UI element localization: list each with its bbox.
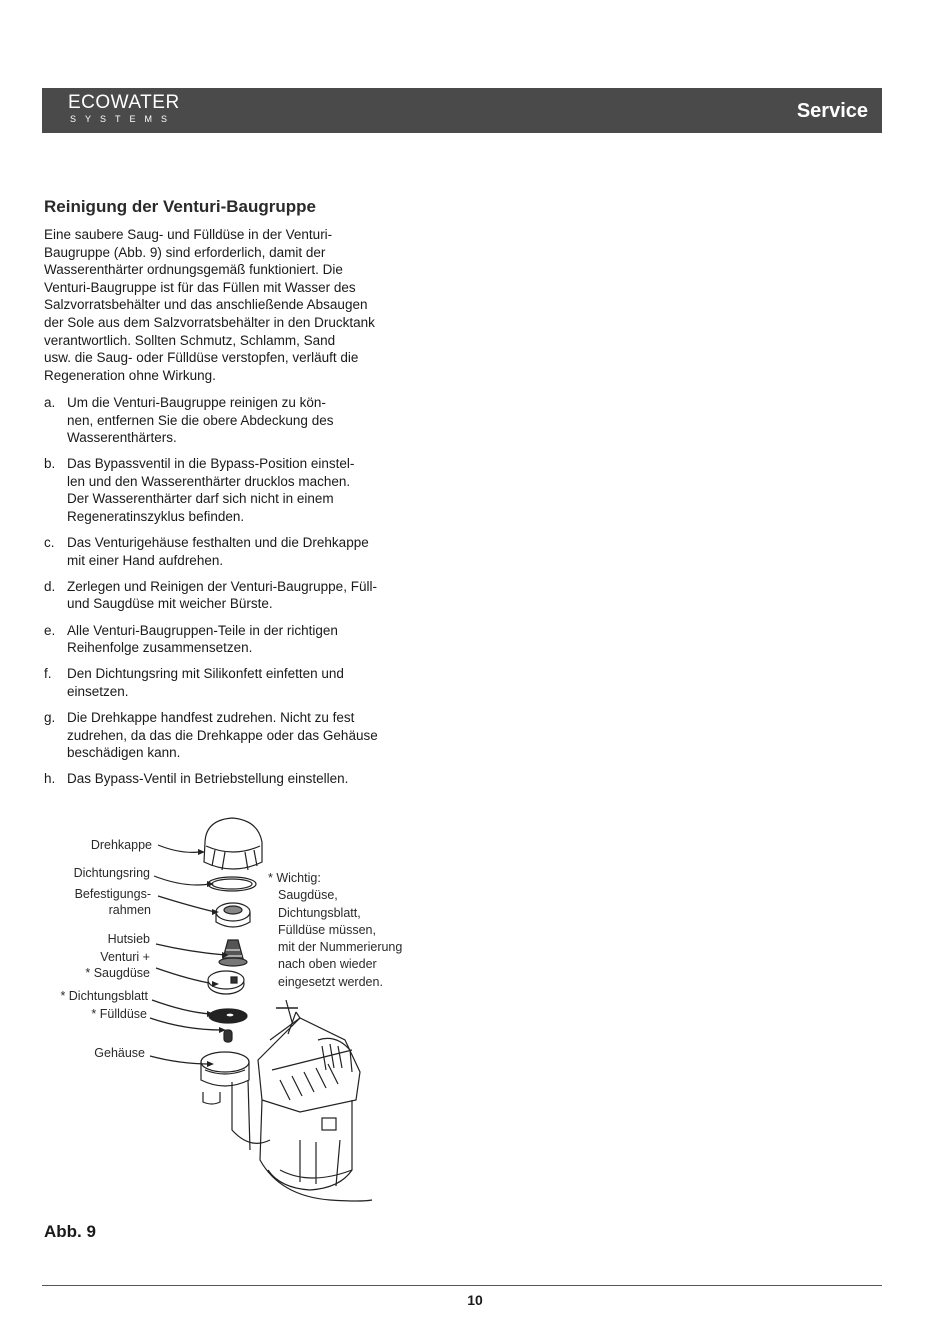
note-line: mit der Nummerierung xyxy=(278,940,403,955)
note-line: Dichtungsblatt, xyxy=(278,905,361,920)
header-bar xyxy=(42,88,882,133)
step-line: Reihenfolge zusammensetzen. xyxy=(67,640,253,656)
step-letter: e. xyxy=(44,622,56,638)
label-fuellduese: * Fülldüse xyxy=(91,1007,147,1021)
step-line: len und den Wasserenthärter drucklos machen. xyxy=(67,473,351,489)
label-line: rahmen xyxy=(108,903,151,917)
step-letter: a. xyxy=(44,395,56,410)
label-befestigungsrahmen xyxy=(75,886,151,918)
intro-line: Venturi-Baugruppe ist für das Füllen mit Wasser des xyxy=(44,279,356,295)
intro-line: Baugruppe (Abb. 9) sind erforderlich, damit der xyxy=(44,244,326,260)
step-line: Zerlegen und Reinigen der Venturi-Baugruppe, Füll- xyxy=(67,578,377,594)
label-gehaeuse: Gehäuse xyxy=(94,1046,145,1060)
step-line: zudrehen, da das die Drehkappe oder das Gehäuse xyxy=(67,727,378,743)
step-line: Das Bypass-Ventil in Betriebstellung einstellen. xyxy=(67,771,349,787)
step-item xyxy=(44,665,444,700)
label-line: * Saugdüse xyxy=(85,966,150,980)
note-line: nach oben wieder xyxy=(278,957,377,972)
footer-divider xyxy=(42,1285,882,1286)
step-line: einsetzen. xyxy=(67,683,129,699)
section-title: Reinigung der Venturi-Baugruppe xyxy=(44,197,317,216)
important-note xyxy=(268,870,438,991)
intro-line: der Sole aus dem Salzvorratsbehälter in den Drucktank xyxy=(44,314,375,330)
step-line: Den Dichtungsring mit Silikonfett einfetten und xyxy=(67,666,344,682)
step-item xyxy=(44,709,444,762)
label-drehkappe: Drehkappe xyxy=(90,838,152,852)
step-letter: f. xyxy=(44,666,52,682)
note-line: Fülldüse müssen, xyxy=(278,922,376,937)
step-line: Alle Venturi-Baugruppen-Teile in der richtigen xyxy=(67,622,338,638)
label-line: Venturi + xyxy=(100,950,150,964)
label-hutsieb: Hutsieb xyxy=(107,932,150,946)
intro-line: Eine saubere Saug- und Fülldüse in der Venturi- xyxy=(44,227,333,242)
step-line: Um die Venturi-Baugruppe reinigen zu kön- xyxy=(67,395,326,410)
intro-paragraph xyxy=(44,226,444,384)
intro-line: Wasserenthärter ordnungsgemäß funktioniert. Die xyxy=(44,262,343,278)
step-line: Das Bypassventil in die Bypass-Position einstel- xyxy=(67,456,355,472)
step-line: Regeneratinszyklus befinden. xyxy=(67,509,245,525)
label-line: Befestigungs- xyxy=(74,887,151,901)
label-dichtungsring: Dichtungsring xyxy=(73,866,150,880)
step-letter: b. xyxy=(44,456,56,472)
note-line: Saugdüse, xyxy=(278,888,338,903)
step-line: Die Drehkappe handfest zudrehen. Nicht zu fest xyxy=(67,709,355,725)
step-line: beschädigen kann. xyxy=(67,745,181,761)
intro-line: Salzvorratsbehälter und das anschließende Absaugen xyxy=(44,297,368,313)
step-line: Das Venturigehäuse festhalten und die Drehkappe xyxy=(67,535,369,551)
step-line: und Saugdüse mit weicher Bürste. xyxy=(67,596,273,612)
note-line: * Wichtig: xyxy=(268,871,321,885)
intro-line: verantwortlich. Sollten Schmutz, Schlamm, Sand xyxy=(44,332,336,348)
step-list xyxy=(44,394,444,796)
step-line: Wasserenthärters. xyxy=(67,430,177,446)
step-item xyxy=(44,394,444,447)
step-item xyxy=(44,622,444,657)
page-number: 10 xyxy=(467,1292,483,1308)
step-line: mit einer Hand aufdrehen. xyxy=(67,552,224,568)
step-letter: g. xyxy=(44,709,56,725)
intro-line: usw. die Saug- oder Fülldüse verstopfen, verläuft die xyxy=(44,350,359,366)
step-item xyxy=(44,578,444,613)
label-dichtungsblatt: * Dichtungsblatt xyxy=(60,989,148,1003)
brand-name: ECOWATER xyxy=(68,92,180,113)
brand-logo xyxy=(68,93,180,125)
intro-line: Regeneration ohne Wirkung. xyxy=(44,367,216,383)
brand-subtitle: SYSTEMS xyxy=(70,114,177,124)
figure-caption: Abb. 9 xyxy=(44,1222,96,1241)
step-letter: h. xyxy=(44,771,56,787)
step-item xyxy=(44,770,444,788)
step-line: nen, entfernen Sie die obere Abdeckung des xyxy=(67,412,334,428)
step-line: Der Wasserenthärter darf sich nicht in einem xyxy=(67,491,334,507)
step-letter: d. xyxy=(44,578,56,594)
section-label: Service xyxy=(796,100,868,122)
step-item xyxy=(44,534,444,569)
step-letter: c. xyxy=(44,535,55,551)
label-venturi-saugduese xyxy=(85,949,150,981)
step-item xyxy=(44,455,444,525)
note-line: eingesetzt werden. xyxy=(278,974,383,989)
